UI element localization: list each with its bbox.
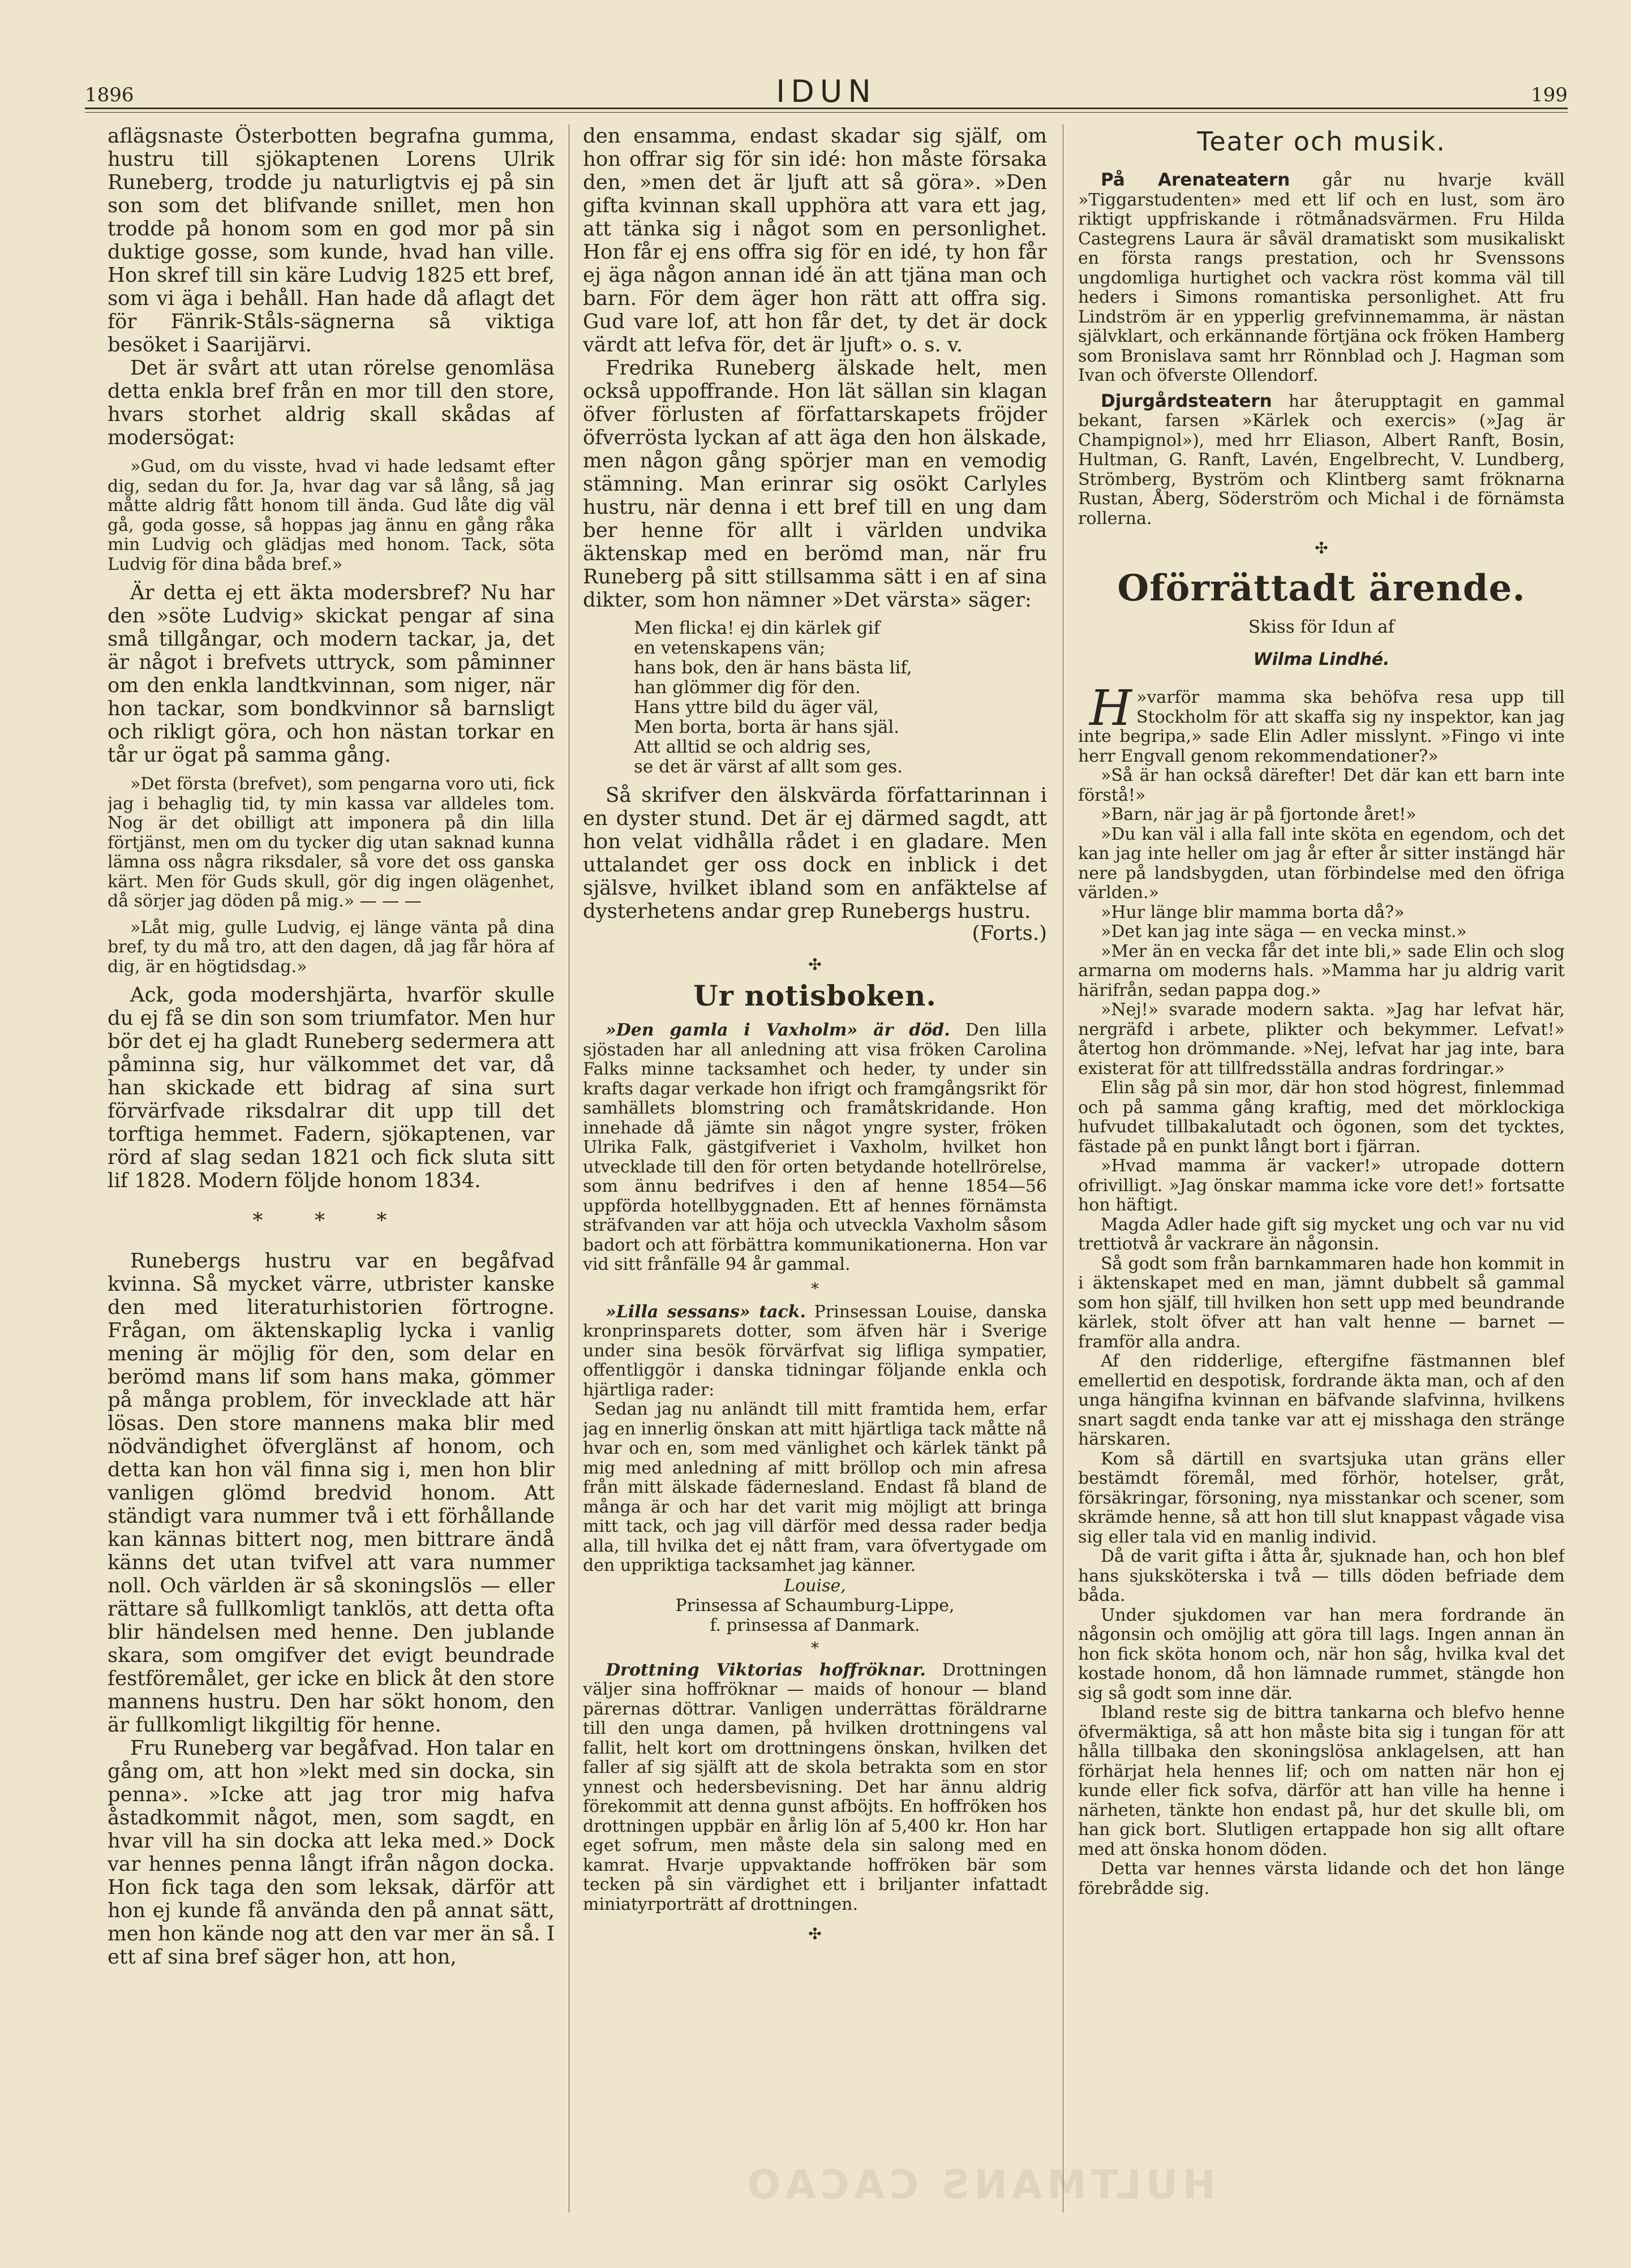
notice-text: Drottningen väljer sina hoffröknar — maids of honour — bland pärernas döttrar. Vanligen underrättas föräldrarne till den unga damen, på hvilken drottningens val fallit, helt kort om drottningens önskan, hvilken det faller af sig själft att de skola betrakta som en stor ynnest och hedersbevisning. Det har ännu aldrig förekommit att denna gunst afböjts. En hoffröken hos drottningen uppbär en årlig lön af 5,400 kr. Hon har eget sofrum, men måste dela sin salong med en kamrat. Hvarje uppvaktande hoffröken bär som tecken på sin värdighet ett i briljanter infattadt miniatyrporträtt af drottningen. (583, 1660, 1047, 1914)
drop-cap: H (1089, 680, 1132, 737)
section-heading: Ur notisboken. (693, 979, 937, 1012)
magazine-page (85, 62, 1568, 2213)
asterisk-divider: * (811, 1279, 819, 1298)
paragraph: Är detta ej ett äkta modersbref? Nu har den »söte Ludvig» skickat pengar af sina små tillgångar, och modern tackar, ja, det är något i brefvets uttryck, som påminner om den enkla landtkvinnan, som niger, när hon tackar, som bondkvinnor så barnsligt och rikligt göra, och hon nästan torkar en tår ur ögat på samma gång. (108, 581, 555, 767)
paragraph: Detta var hennes värsta lidande och det hon länge förebrådde sig. (1078, 1859, 1565, 1898)
paragraph: Fredrika Runeberg älskade helt, men också uppoffrande. Hon lät sällan sin klagan öfver förlusten af författarskapets fröjder öfverrösta lyckan af att äga den hon älskade, men någon gång spörjer man en vemodig stämning. Man erinrar sig osökt Carlyles hustru, när denna i ett bref till en ung dam ber henne för allt i världen undvika äktenskap med en berömd man, när fru Runeberg på sitt stillsamma sätt i en af sina dikter, som hon nämner »Det värsta» säger: (583, 356, 1047, 612)
story-byline: Skiss för Idun af (1248, 617, 1395, 637)
story-title: Oförrättadt ärende. (1117, 567, 1526, 609)
theater-text: går nu hvarje kväll »Tiggarstudenten» med ett lif och en lust, som äro riktigt uppfriskande i rötmånadsvärmen. Fru Hilda Castegrens Laura är såväl dramatiskt som musikaliskt en första rangs prestation, och hr Svenssons ungdomliga hurtighet och vackra röst komma väl till heders i Simons romantiska personlighet. Att fru Lindström är en ypperlig grefvinnemamma, är nästan självklart, och erkännande förtjäna ock fröken Hamberg som Bronislava samt hrr Rönnblad och J. Hagman som Ivan och öfverste Ollendorf. (1078, 170, 1565, 385)
poem-line: Men borta, borta är hans själ. (634, 717, 900, 737)
paragraph: »Mer än en vecka får det inte bli,» sade Elin och slog armarna om moderns hals. »Mamma har ju aldrig varit härifrån, sedan pappa dog.» (1078, 941, 1565, 1000)
notice-text: Prinsessan Louise, danska kronprinsparets dotter, som äfven här i Sverige under sina besök förvärfvat sig lifliga sympatier, offentliggör i danska tidningar följande enkla och hjärtliga rader: (583, 1301, 1047, 1400)
paragraph: Då de varit gifta i åtta år, sjuknade han, och hon blef hans sjuksköterska i två — tills döden befriade dem båda. (1078, 1547, 1565, 1605)
paragraph: Under sjukdomen var han mera fordrande än någonsin och omöjlig att göra till lags. Ingen annan än hon fick sköta honom och, när hon såg, hvilka kval det kostade honom, då hon lämnade rummet, stängde hon sig så godt som inne där. (1078, 1605, 1565, 1703)
signature-name: Louise, (784, 1575, 846, 1596)
paragraph: »Hur länge blir mamma borta då?» (1101, 902, 1405, 922)
column-3 (1078, 124, 1565, 2213)
poem-line: hans bok, den är hans bästa lif, (634, 658, 912, 678)
column-2 (583, 124, 1047, 2213)
letter-quote: »Det första (brefvet), som pengarna voro uti, fick jag i behaglig tid, ty min kassa var alldeles tom. Nog är det obilligt att imponera på din lilla förtjänst, men om du tycker dig utan saknad kunna lämna oss några riksdaler, så vore det oss ganska kärt. Men för Guds skull, gör dig ingen olägenhet, då sörjer jag döden på mig.» — — — (108, 774, 555, 911)
story-author: Wilma Lindhé. (1253, 650, 1390, 669)
ornament-divider: ✣ (1315, 539, 1328, 557)
paragraph: »Barn, när jag är på fjortonde året!» (1101, 805, 1417, 824)
notice-title: Drottning Viktorias hoffröknar. (606, 1660, 926, 1680)
poem-line: en vetenskapens vän; (634, 638, 826, 658)
paragraph: Fru Runeberg var begåfvad. Hon talar en gång om, att hon »lekt med sin docka, sin penna». »Icke att jag tror mig hafva åstadkommit något, men, som sagdt, en hvar vill ha sin docka att leka med.» Dock var hennes penna långt ifrån någon docka. Hon fick taga den som leksak, därför att hon ej kunde få använda den på annat sätt, men hon kände nog att den var mer än så. I ett af sina bref säger hon, att hon, (108, 1737, 555, 1969)
page-number: 199 (1531, 84, 1568, 106)
paragraph: Så godt som från barnkammaren hade hon kommit in i äktenskapet med en man, jämnt dubbelt så gammal som hon själf, till hvilken hon sett upp med beundrande kärlek, stolt öfver att han valt henne — barnet — framför alla andra. (1078, 1253, 1565, 1352)
paragraph: »Så är han också därefter! Det där kan ett barn inte förstå!» (1078, 766, 1565, 805)
paragraph: »Du kan väl i alla fall inte sköta en egendom, och det kan jag inte heller om jag år efter år sitter instängd här nere på landsbygden, utan förbindelse med den öfriga världen.» (1078, 824, 1565, 903)
poem-line: Men flicka! ej din kärlek gif (634, 618, 881, 638)
poem-line: Att alltid se och aldrig ses, (634, 737, 872, 757)
poem-line: han glömmer dig för den. (634, 677, 861, 698)
notice-title: »Lilla sessans» tack. (606, 1301, 806, 1322)
paragraph: Kom så därtill en svartsjuka utan gräns eller bestämdt föremål, med förhör, hotelser, gråt, försäkringar, försoning, nya misstankar och scener, som skrämde henne, så att hon till slut knappast vågade visa sig eller tala vid en manlig individ. (1078, 1449, 1565, 1547)
header-rule (85, 108, 1568, 109)
theater-text: har återupptagit en gammal bekant, farsen »Kärlek och exercis» (»Jag är Champignol»), med hrr Eliason, Albert Ranft, Bosin, Hultman, G. Ranft, Lavén, Engelbrecht, V. Lundberg, Strömberg, Byström och Klintberg samt fröknarna Rustan, Åberg, Söderström och Michal i de förnämsta rollerna. (1078, 391, 1565, 529)
theater-name: På Arenateatern (1101, 170, 1290, 190)
paragraph: Ibland reste sig de bittra tankarna och blefvo henne öfvermäktiga, så att hon måste bita sig i tungan för att hålla tillbaka den skoningslösa anklagelsen, att han förhärjat hela hennes lif; och om natten när hon ej kunde eller fick sofva, därför att han ville ha henne i närheten, tänkte hon endast på, hur det skulle bli, om han gick bort. Slutligen ertappade hon sig allt oftare med att önska honom döden. (1078, 1703, 1565, 1859)
theater-name: Djurgårdsteatern (1101, 390, 1272, 411)
paragraph: Ack, goda modershjärta, hvarför skulle du ej få se din son som triumfator. Men hur bör det ej ha gladt Runeberg sedermera att påminna sig, hur välkommet det var, då han skickade ett bidrag af sina surt förvärfvade riksdalrar dit upp till det torftiga hemmet. Fadern, sjökaptenen, var rörd af slag sedan 1821 och fick sluta sitt lif 1828. Modern följde honom 1834. (108, 983, 555, 1192)
paragraph: aflägsnaste Österbotten begrafna gumma, hustru till sjökaptenen Lorens Ulrik Runeberg, trodde ju naturligtvis ej på sin son som det blifvande snillet, men hon trodde på honom som en god mor på sin duktige gosse, som kunde, hvad han ville. Hon skref till sin käre Ludvig 1825 ett bref, som vi äga i behåll. Han hade då aflagt det för Fänrik-Ståls-sägnerna så viktiga besöket i Saarijärvi. (108, 124, 555, 356)
paragraph: Det är svårt att utan rörelse genomläsa detta enkla bref från en mor till den store, hvars storhet aldrig skall skådas af modersögat: (108, 356, 555, 449)
ornament-divider: ✣ (808, 955, 822, 974)
magazine-title: IDUN (776, 74, 877, 109)
notice-title: »Den gamla i Vaxholm» är död. (606, 1020, 950, 1040)
poem-line: se det är värst af allt som ges. (634, 757, 903, 777)
header-rule-thin (85, 112, 1568, 113)
ornament-divider: ✣ (808, 1925, 822, 1943)
paragraph: »Nej!» svarade modern sakta. »Jag har lefvat här, nergräfd i arbete, plikter och bekymmer. Lefvat!» återtog hon drömmande. »Nej, lefvat har jag inte, bara existerat för att tillfredsställa andras fordringar.» (1078, 1000, 1565, 1079)
column-1 (108, 124, 555, 2213)
year: 1896 (85, 84, 134, 106)
signature (583, 1576, 1047, 1635)
letter-quote: Sedan jag nu anländt till mitt framtida hem, erfar jag en innerlig önskan att mitt hjärtliga tack måtte nå hvar och en, som med vänlighet och kärlek tänkt på mig med anledning af mitt bröllop och min afresa från mitt älskade fädernesland. Endast få bland de många är och har det varit mig möjligt att bringa mitt tack, och jag vill därför med dessa rader bedja alla, till hvilka det ej nått fram, vara öfvertygade om den uppriktiga tacksamhet jag känner. (583, 1399, 1047, 1575)
paragraph: Af den ridderlige, eftergifne fästmannen blef emellertid en despotisk, fordrande äkta man, och af den unga hängifna kvinnan en bäfvande slafvinna, hvilkens snart sagdt enda tanke var att ej misshaga den stränge härskaren. (1078, 1351, 1565, 1449)
section-break-stars: * * * (252, 1209, 410, 1232)
letter-quote: »Låt mig, gulle Ludvig, ej länge vänta på dina bref, ty du må tro, att den dagen, då jag får höra af dig, är en högtidsdag.» (108, 917, 555, 977)
signature-title: f. prinsessa af Danmark. (710, 1615, 920, 1635)
notice-text: Den lilla sjöstaden har all anledning att visa fröken Carolina Falks minne tacksamhet och heder, ty under sin krafts dagar verkade hon ifrigt och framgångsrikt för samhällets blomstring och framåtskridande. Hon innehade då jämte sin något yngre syster, fröken Ulrika Falk, gästgifveriet i Vaxholm, hvilket hon utvecklade till den för orten betydande hotellrörelse, som ännu bedrifves i den af henne 1854—56 uppförda hotellbyggnaden. Ett af hennes förnämsta sträfvanden var att höja och utveckla Vaxholm såsom badort och att förbättra kommunikationerna. Hon var vid sitt frånfälle 94 år gammal. (583, 1020, 1047, 1274)
section-heading: Teater och musik. (1197, 126, 1446, 157)
paragraph: »Det kan jag inte säga — en vecka minst.» (1101, 922, 1467, 942)
paragraph: Runebergs hustru var en begåfvad kvinna. Så mycket värre, utbrister kanske den med literaturhistorien förtrogne. Frågan, om äktenskaplig lycka i vanlig mening är möjlig för den, som delar en berömd mans lif som hans maka, gömmer på många problem, för invecklade att här lösas. Den store mannens maka blir med nödvändighet öfverglänst af honom, och detta kan hon väl finna sig i, men hon blir vanligen glömd bredvid honom. Att ständigt vara nummer två i ett förhållande kan kännas bittert nog, men bittrare ändå känns det utan tvifvel att vara nummer noll. Och världen är så skoningslös — eller rättare så fullkomligt tanklös, att detta ofta blir händelsen med henne. Den jublande skara, som omgifver det evigt beundrade festföremålet, ger icke en blick åt den store mannens hustru. Den har sökt honom, den är fullkomligt likgiltig för henne. (108, 1249, 555, 1737)
bleed-through-stamp: HULTMANS CACAO (742, 2162, 1216, 2208)
asterisk-divider: * (811, 1638, 819, 1657)
paragraph: Så skrifver den älskvärda författarinnan i en dyster stund. Det är ej därmed sagdt, att hon velat vidhålla rådet i en gladare. Men uttalandet ger oss dock en inblick i det själsve, hvilket ibland som en anfäktelse af dysterhetens andar grep Runebergs hustru. (583, 784, 1047, 923)
paragraph: den ensamma, endast skadar sig själf, om hon offrar sig för sin idé: hon måste försaka den, »men det är ljuft att så göra». »Den gifta kvinnan skall upphöra att vara ett jag, att tänka sig i något som en personlighet. Hon får ej ens offra sig för en idé, ty hon får ej äga någon annan idé än att tjäna man och barn. För dem äger hon rätt att offra sig. Gud vare lof, att hon får det, ty det är dock värdt att lefva för, det är ljuft» o. s. v. (583, 124, 1047, 356)
continued-note: (Forts.) (972, 922, 1047, 945)
paragraph: »varför mamma ska behöfva resa upp till Stockholm för att skaffa sig ny inspektor, kan jag inte begripa,» sade Elin Adler misslynt. »Fingo vi inte herr Engvall genom rekommendationer?» (1078, 688, 1565, 766)
letter-quote: »Gud, om du visste, hvad vi hade ledsamt efter dig, sedan du for. Ja, hvar dag var så lång, så jag måtte aldrig fått honom till ända. Gud låte dig väl gå, goda gosse, så hoppas jag ännu en gång råka min Ludvig och glädjas med honom. Tack, söta Ludvig för dina båda bref.» (108, 457, 555, 574)
poem (634, 618, 1047, 777)
poem-line: Hans yttre bild du äger väl, (634, 697, 879, 718)
paragraph: »Hvad mamma är vacker!» utropade dottern ofrivilligt. »Jag önskar mamma icke vore det!» fortsatte hon häftigt. (1078, 1156, 1565, 1215)
paragraph: Elin såg på sin mor, där hon stod högrest, finlemmad och på samma gång kraftig, med det mörklockiga hufvudet tillbakalutadt och ögonen, som det tycktes, fästade på en punkt långt bort i fjärran. (1078, 1078, 1565, 1157)
signature-title: Prinsessa af Schaumburg-Lippe, (675, 1595, 955, 1616)
paragraph: Magda Adler hade gift sig mycket ung och var nu vid trettiotvå år vackrare än någonsin. (1078, 1214, 1565, 1254)
